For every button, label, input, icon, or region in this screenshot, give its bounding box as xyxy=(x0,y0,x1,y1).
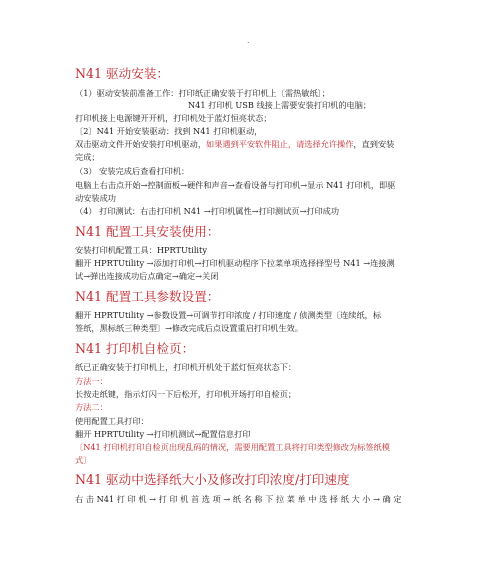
text-line: 电脑上右击点开始→控制面板→硬件和声音→查看设备与打印机→显示 N41 打印机，即驱 xyxy=(75,180,396,190)
top-mark: . xyxy=(247,36,250,45)
text-run: 双击驱动文件开始安装打印机驱动， xyxy=(75,139,207,149)
note-text: 式〕 xyxy=(75,455,92,465)
text-line: 翻开 HPRTUtility →打印机测试→配置信息打印 xyxy=(75,429,251,439)
text-line: 打印机接上电源键开开机，打印机处于蓝灯恒亮状态； xyxy=(75,113,272,123)
text-line: N41 打印机 USB 线接上需要安装打印机的电脑； xyxy=(188,100,372,110)
text-line: 试→弹出连接成功后点确定→确定→关闭 xyxy=(75,271,219,281)
text-line: 签纸，黑标纸三种类型〕→修改完成后点设置重启打印机生效。 xyxy=(75,323,303,333)
section-heading-paper-size: N41 驱动中选择纸大小及修改打印浓度/打印速度 xyxy=(75,472,350,487)
section-heading-self-test: N41 打印机自检页： xyxy=(75,341,195,356)
text-line xyxy=(75,139,394,150)
text-line: 纸已正确安装于打印机上，打印机开机处于蓝灯恒亮状态下： xyxy=(75,362,297,372)
note-text: 〔N41 打印机打印自检页出现乱码的情况，需要用配置工具将打印类型修改为标签纸模 xyxy=(75,442,390,452)
method-label: 方法二： xyxy=(75,402,108,412)
method-label: 方法一： xyxy=(75,376,108,386)
text-line: 完成； xyxy=(75,152,100,162)
text-line: （1）驱动安装前准备工作：打印纸正确安装于打印机上〔需热敏纸〕； xyxy=(75,88,330,98)
text-line: 右 击 N41 打 印 机 → 打 印 机 首 选 项 → 纸 名 称 下 拉 菜 单 中 选 择 纸 大 小 → 确 定 xyxy=(75,494,402,504)
text-line: 长按走纸键，指示灯闪一下后松开，打印机开场打印自检页； xyxy=(75,389,297,399)
text-line: 动安装成功 xyxy=(75,193,116,203)
section-heading-config-params: N41 配置工具参数设置： xyxy=(75,289,220,304)
text-line: 使用配置工具打印： xyxy=(75,416,149,426)
text-line: （3） 安装完成后查看打印机： xyxy=(75,166,190,176)
warning-text: 如果遇到平安软件阻止，请选择允许操作 xyxy=(206,139,354,149)
section-heading-config-tool: N41 配置工具安装使用： xyxy=(75,224,220,239)
text-line: （4） 打印测试：右击打印机 N41 →打印机属性→打印测试页→打印成功 xyxy=(75,206,340,216)
text-line: 安装打印机配置工具：HPRTUtility xyxy=(75,245,207,255)
section-heading-driver-install: N41 驱动安装： xyxy=(75,66,170,81)
text-run: ，直到安装 xyxy=(353,139,395,149)
text-line: 〔2〕N41 开始安装驱动：找到 N41 打印机驱动， xyxy=(75,126,263,136)
text-line: 翻开 HPRTUtility →参数设置→可调节打印浓度 / 打印速度 / 侦测类型〔连续纸，标 xyxy=(75,310,382,320)
text-line: 翻开 HPRTUtility →添加打印机→打印机驱动程序下拉菜单项选择择型号 N41 →连接测 xyxy=(75,258,395,268)
